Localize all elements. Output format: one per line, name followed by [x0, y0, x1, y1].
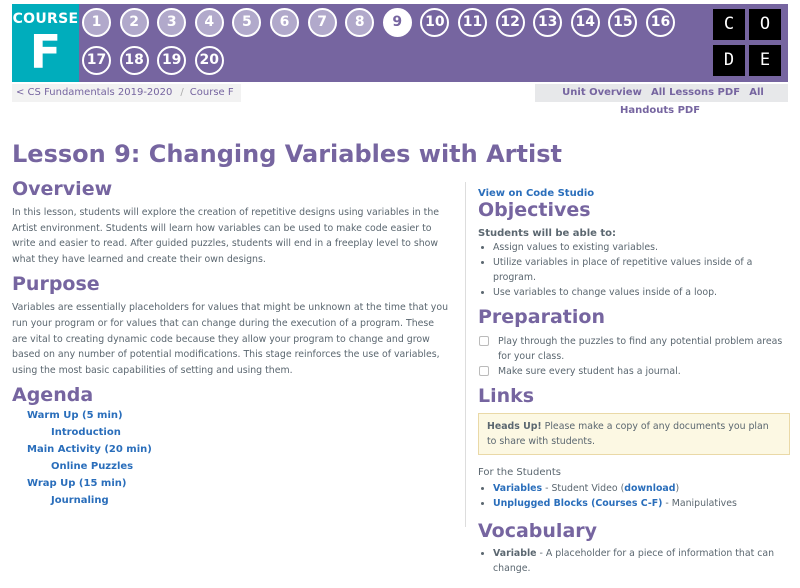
link-description-end: ) [675, 483, 680, 494]
for-students-label: For the Students [478, 467, 561, 478]
view-on-code-studio-link[interactable]: View on Code Studio [478, 188, 595, 199]
lesson-18-button[interactable]: 18 [120, 46, 149, 75]
objectives-lead: Students will be able to: [478, 228, 617, 239]
lesson-12-button[interactable]: 12 [496, 8, 525, 37]
overview-heading: Overview [12, 178, 113, 200]
lesson-19-button[interactable]: 19 [157, 46, 186, 75]
overview-text: In this lesson, students will explore the creation of repetitive designs using variables in the Artist environment. Students will learn how variables can be used to make code easier to write and easier to read. After guided puzzles, students will end in a freeplay level to show what they have learned and create their own designs. [12, 207, 440, 265]
lesson-3-button[interactable]: 3 [157, 8, 186, 37]
heads-up-label: Heads Up! [487, 421, 542, 432]
logo-letter: D [713, 45, 745, 76]
lesson-11-button[interactable]: 11 [458, 8, 487, 37]
objective-item: • Use variables to change values inside of a loop. [493, 285, 790, 300]
agenda-subitem-introduction[interactable]: Introduction [51, 427, 121, 439]
breadcrumb-course-link[interactable]: Course F [189, 87, 234, 98]
logo-letter: C [713, 9, 745, 40]
resource-links [535, 84, 788, 116]
vocabulary-definition: - A placeholder for a piece of information that can change. [493, 548, 775, 574]
objectives-heading: Objectives [478, 199, 591, 221]
objective-item: • Assign values to existing variables. [493, 240, 790, 255]
purpose-heading: Purpose [12, 273, 100, 296]
lesson-17-button[interactable]: 17 [82, 46, 111, 75]
vocabulary-item [493, 546, 790, 576]
breadcrumb [12, 84, 241, 102]
unplugged-blocks-link[interactable]: Unplugged Blocks (Courses C-F) [493, 498, 663, 509]
agenda-subitem-online-puzzles[interactable]: Online Puzzles [51, 461, 134, 473]
breadcrumb-back-link[interactable]: < CS Fundamentals 2019-2020 [16, 87, 173, 98]
preparation-item [478, 364, 790, 379]
page-title: Lesson 9: Changing Variables with Artist [12, 140, 562, 168]
agenda-heading: Agenda [12, 384, 94, 407]
links-list [478, 481, 790, 511]
all-handouts-pdf-link[interactable]: All Handouts PDF [619, 87, 764, 116]
preparation-list [478, 334, 790, 379]
checkbox[interactable] [479, 366, 489, 376]
agenda-subitem-journaling[interactable]: Journaling [51, 495, 109, 507]
heads-up-text: Please make a copy of any documents you plan to share with students. [487, 421, 769, 447]
heads-up-alert [478, 413, 790, 455]
lesson-15-button[interactable]: 15 [608, 8, 637, 37]
link-item [493, 496, 790, 511]
link-description: - Student Video ( [542, 483, 625, 494]
download-link[interactable]: download [624, 483, 676, 494]
logo-letter: O [749, 9, 781, 40]
link-item [493, 481, 790, 496]
preparation-item-text: Play through the puzzles to find any potential problem areas for your class. [498, 336, 783, 362]
variables-video-link[interactable]: Variables [493, 483, 543, 494]
lesson-1-button[interactable]: 1 [82, 8, 111, 37]
lesson-14-button[interactable]: 14 [571, 8, 600, 37]
lesson-4-button[interactable]: 4 [195, 8, 224, 37]
lesson-5-button[interactable]: 5 [232, 8, 261, 37]
unit-overview-link[interactable]: Unit Overview [562, 87, 642, 98]
all-lessons-pdf-link[interactable]: All Lessons PDF [651, 87, 741, 98]
vocabulary-term: Variable [493, 548, 537, 559]
objective-item: • Utilize variables in place of repetitive values inside of a program. [493, 255, 790, 285]
lesson-8-button[interactable]: 8 [345, 8, 374, 37]
column-divider [465, 182, 466, 527]
lesson-2-button[interactable]: 2 [120, 8, 149, 37]
lesson-13-button[interactable]: 13 [533, 8, 562, 37]
links-heading: Links [478, 385, 535, 407]
lesson-10-button[interactable]: 10 [420, 8, 449, 37]
lesson-7-button[interactable]: 7 [308, 8, 337, 37]
lesson-9-button[interactable]: 9 [383, 8, 412, 37]
logo-letter: E [749, 45, 781, 76]
preparation-item [478, 334, 790, 364]
lesson-16-button[interactable]: 16 [646, 8, 675, 37]
sidebar-column [478, 188, 790, 576]
preparation-heading: Preparation [478, 306, 605, 328]
course-letter: F [29, 25, 62, 79]
agenda-item-wrap-up[interactable]: Wrap Up (15 min) [27, 478, 127, 490]
course-label: COURSE [12, 11, 79, 27]
agenda-item-warm-up[interactable]: Warm Up (5 min) [27, 410, 123, 422]
link-description: - Manipulatives [662, 498, 737, 509]
lesson-20-button[interactable]: 20 [195, 46, 224, 75]
breadcrumb-separator: / [180, 87, 184, 98]
main-column [12, 178, 452, 509]
lesson-6-button[interactable]: 6 [270, 8, 299, 37]
vocabulary-list [478, 546, 790, 576]
checkbox[interactable] [479, 336, 489, 346]
course-badge[interactable] [12, 4, 79, 82]
agenda-item-main-activity[interactable]: Main Activity (20 min) [27, 444, 152, 456]
code-logo[interactable] [713, 9, 781, 76]
objectives-list [478, 240, 790, 300]
vocabulary-heading: Vocabulary [478, 520, 598, 542]
preparation-item-text: Make sure every student has a journal. [498, 366, 681, 377]
agenda-list [12, 407, 452, 509]
purpose-text: Variables are essentially placeholders for values that might be unknown at the time that you run your program or for values that can change during the execution of a program. These are vital to creating dynamic code because they allow your program to change and grow based on any number of potential modifications. This stage reinforces the use of variables, using the most basic capabilities of setting and using them. [12, 302, 449, 376]
